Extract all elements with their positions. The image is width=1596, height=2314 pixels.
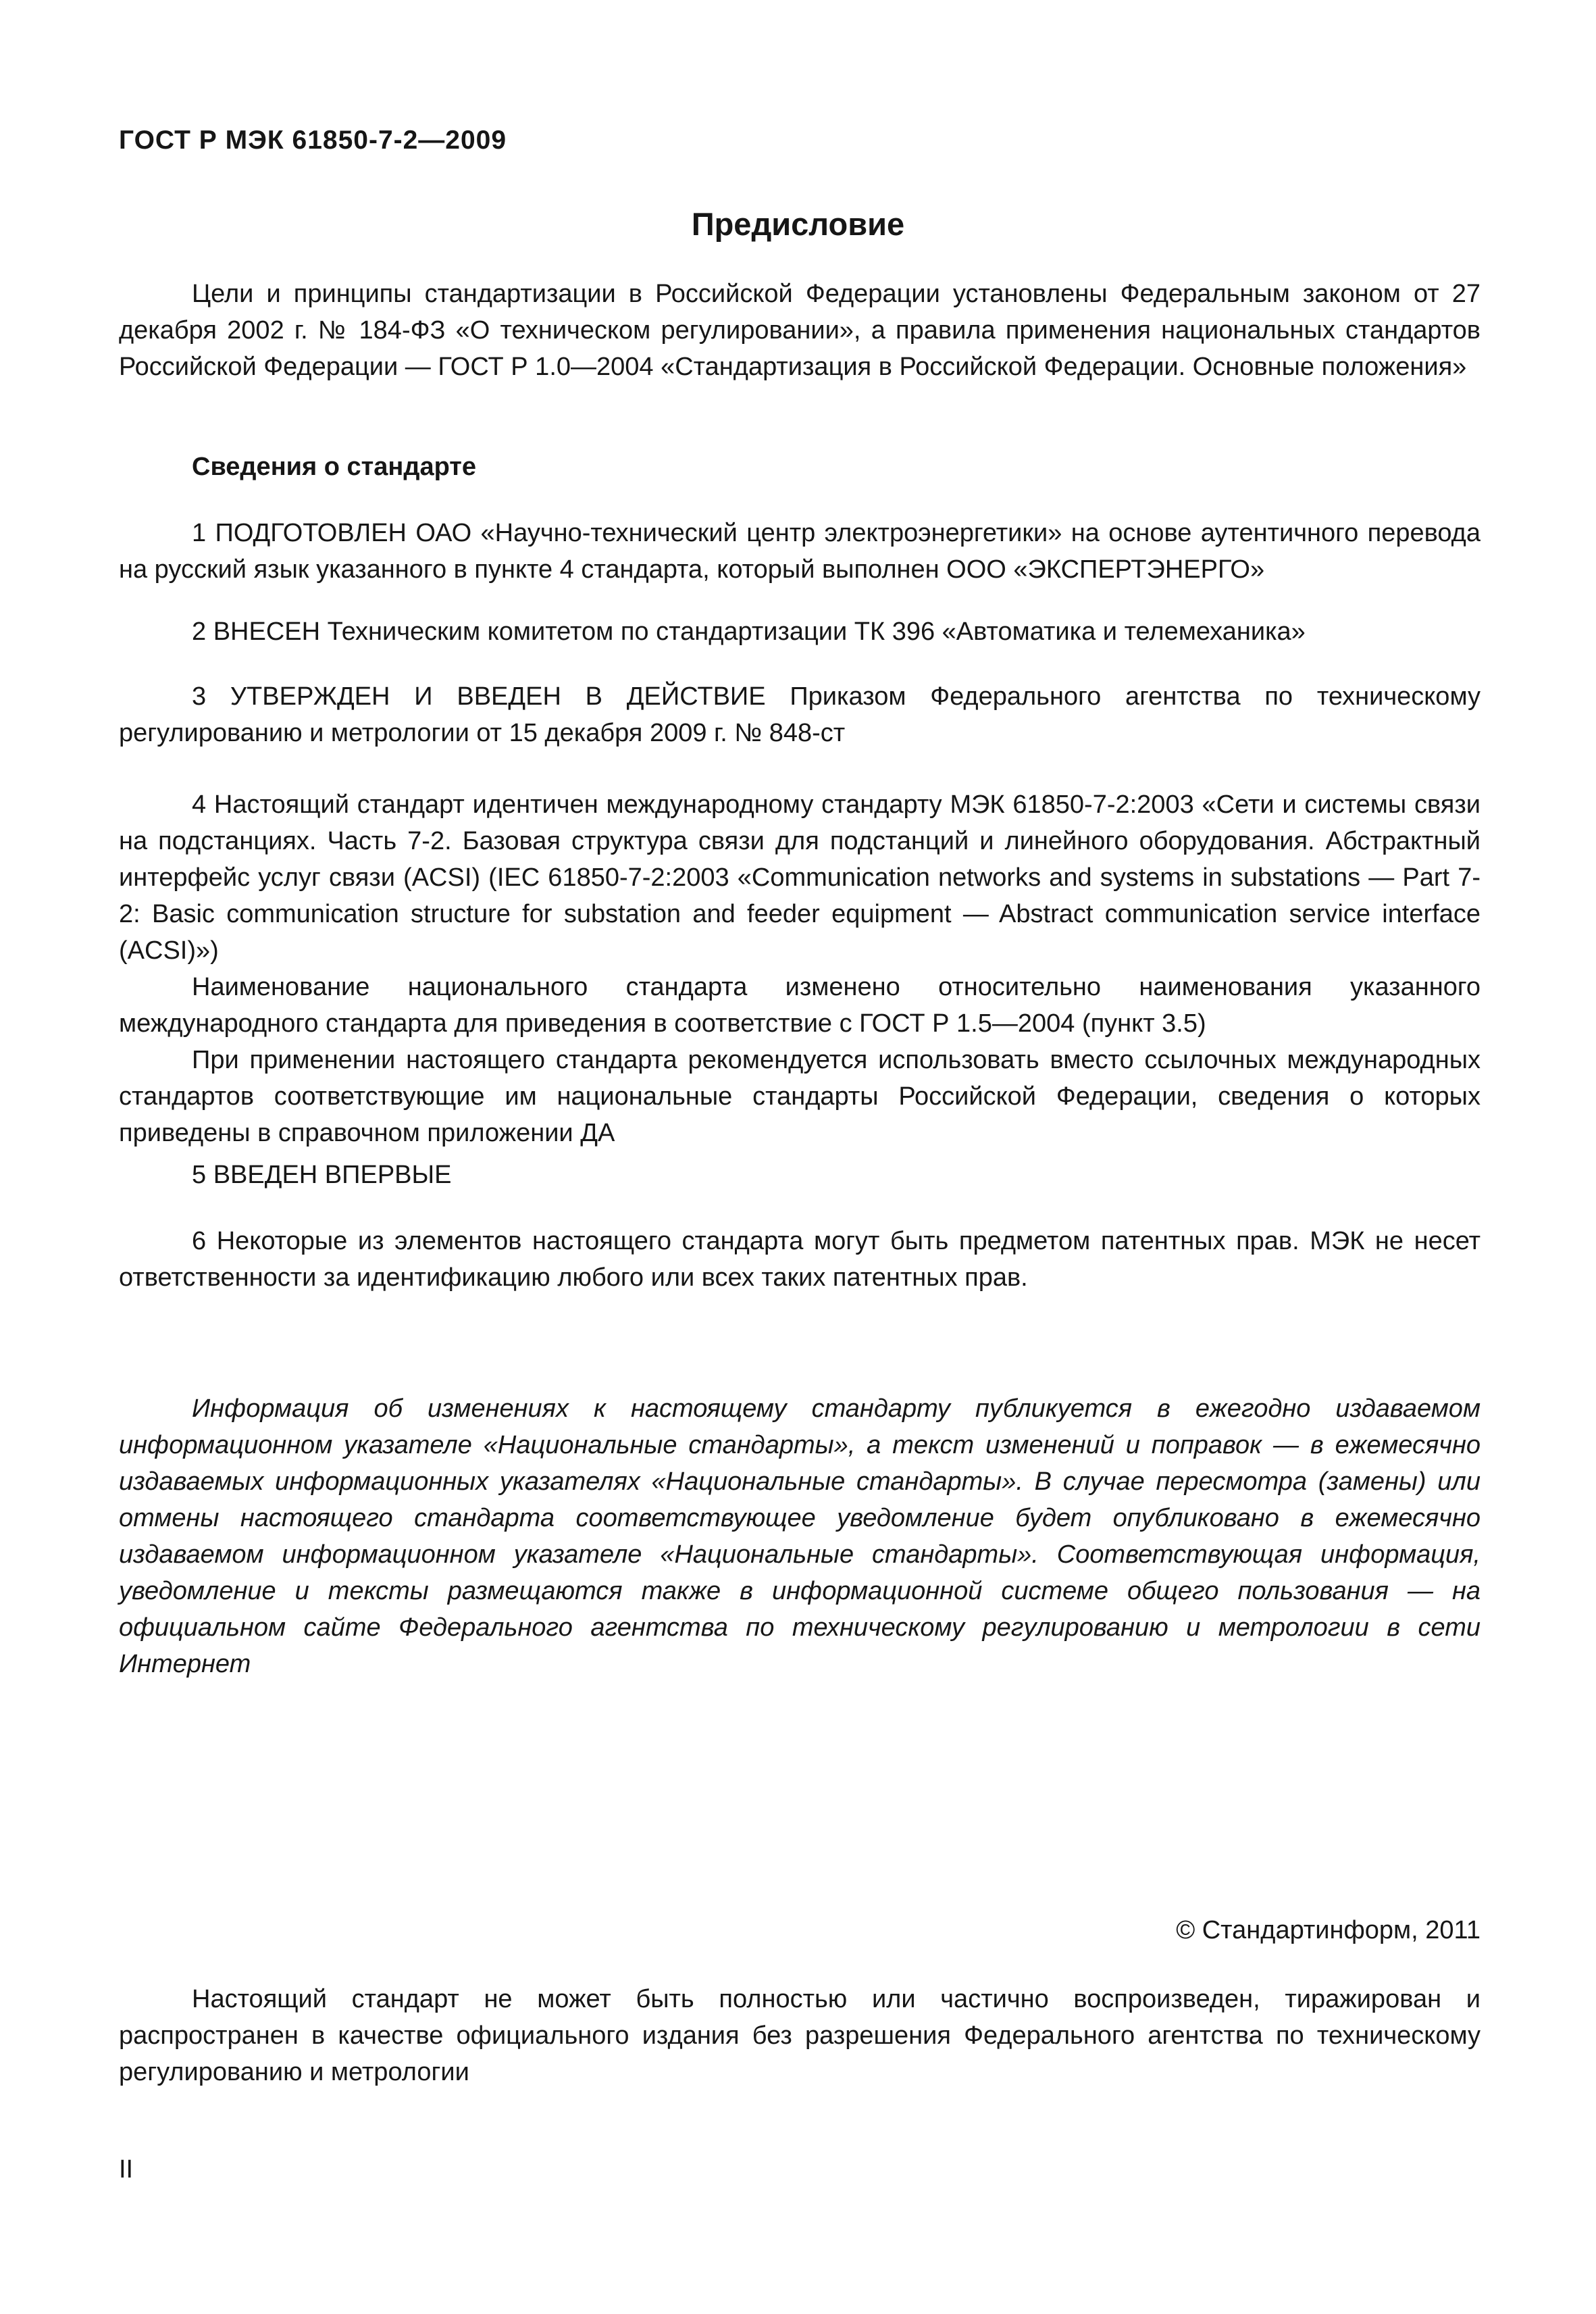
item-1-block [119,515,1481,588]
changes-info-block [119,1390,1481,1682]
item-4-paragraph: 4 Настоящий стандарт идентичен международному стандарту МЭК 61850-7-2:2003 «Сети и системы связи на подстанциях. Часть 7-2. Базовая структура связи для подстанций и линейного оборудования. Абстрактный интерфейс услуг связи (ACSI) (IEC 61850-7-2:2003 «Communication networks and systems in substations — Part 7-2: Basic communication structure for substation and feeder equipment — Abstract communication service interface (ACSI)») [119,790,1481,965]
item-3-block [119,678,1481,751]
document-code: ГОСТ Р МЭК 61850-7-2—2009 [119,126,507,155]
item-2-paragraph: 2 ВНЕСЕН Техническим комитетом по стандартизации ТК 396 «Автоматика и телемеханика» [192,618,1306,646]
item-6-block [119,1223,1481,1296]
copyright-notice: © Стандартинформ, 2011 [1176,1916,1481,1944]
page-title: Предисловие [691,206,905,242]
item-1-paragraph: 1 ПОДГОТОВЛЕН ОАО «Научно-технический центр электроэнергетики» на основе аутентичного перевода на русский язык указанного в пункте 4 стандарта, который выполнен ООО «ЭКСПЕРТЭНЕРГО» [119,519,1481,584]
reproduction-notice-block [119,1981,1481,2090]
intro-block [119,276,1481,385]
intro-paragraph: Цели и принципы стандартизации в Российской Федерации установлены Федеральным законом от 27 декабря 2002 г. № 184-ФЗ «О техническом регулировании», а правила применения национальных стандартов Российской Федерации — ГОСТ Р 1.0—2004 «Стандартизация в Российской Федерации. Основные положения» [119,280,1481,381]
standard-info-heading: Сведения о стандарте [192,453,477,481]
item-4-block [119,786,1481,1151]
item-4-note-2: При применении настоящего стандарта рекомендуется использовать вместо ссылочных международных стандартов соответствующие им национальные стандарты Российской Федерации, сведения о которых приведены в справочном приложении ДА [119,1046,1481,1147]
item-4-note-1: Наименование национального стандарта изменено относительно наименования указанного международного стандарта для приведения в соответствие с ГОСТ Р 1.5—2004 (пункт 3.5) [119,973,1481,1038]
changes-info-paragraph: Информация об изменениях к настоящему стандарту публикуется в ежегодно издаваемом информационном указателе «Национальные стандарты», а текст изменений и поправок — в ежемесячно издаваемых информационных указателях «Национальные стандарты». В случае пересмотра (замены) или отмены настоящего стандарта соответствующее уведомление будет опубликовано в ежемесячно издаваемом информационном указателе «Национальные стандарты». Соответствующая информация, уведомление и тексты размещаются также в информационной системе общего пользования — на официальном сайте Федерального агентства по техническому регулированию и метрологии в сети Интернет [119,1394,1481,1678]
item-5-block [119,1157,1481,1193]
item-6-paragraph: 6 Некоторые из элементов настоящего стандарта могут быть предметом патентных прав. МЭК не несет ответственности за идентификацию любого или всех таких патентных прав. [119,1227,1481,1292]
item-3-paragraph: 3 УТВЕРЖДЕН И ВВЕДЕН В ДЕЙСТВИЕ Приказом Федерального агентства по техническому регулированию и метрологии от 15 декабря 2009 г. № 848-ст [119,682,1481,747]
item-2-block [119,613,1481,650]
page-number: II [119,2155,134,2184]
item-5-paragraph: 5 ВВЕДЕН ВПЕРВЫЕ [192,1161,452,1189]
reproduction-notice-paragraph: Настоящий стандарт не может быть полностью или частично воспроизведен, тиражирован и распространен в качестве официального издания без разрешения Федерального агентства по техническому регулированию и метрологии [119,1985,1481,2086]
